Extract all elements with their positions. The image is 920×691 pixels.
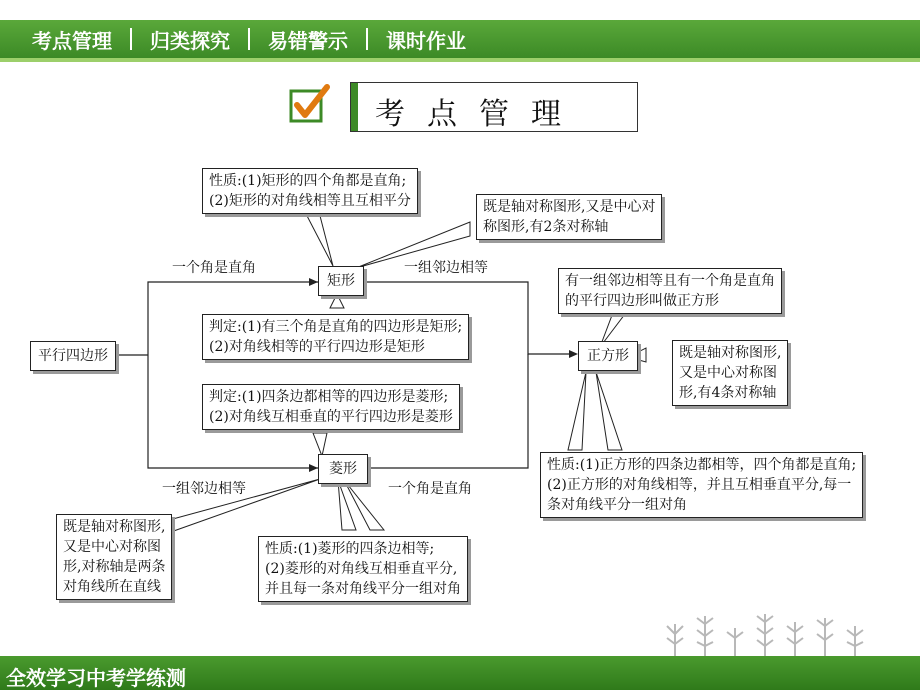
- tab-kaodian[interactable]: 考点管理: [32, 28, 112, 53]
- footer-bar: [0, 656, 920, 690]
- edge-label-rhombus-square: 一个角是直角: [388, 481, 472, 497]
- note-rhombus-symmetry: [56, 514, 172, 600]
- note-line: 又是中心对称图: [679, 365, 777, 381]
- note-rect-judgement: [202, 314, 469, 360]
- note-line: 并且每一条对角线平分一组对角: [265, 581, 461, 597]
- note-line: 形,有4条对称轴: [679, 385, 777, 401]
- note-line: 又是中心对称图: [63, 539, 161, 555]
- note-line: 判定:(1)四条边都相等的四边形是菱形;: [209, 389, 449, 405]
- note-line: 条对角线平分一组对角: [547, 497, 687, 513]
- note-rect-property: [202, 168, 418, 214]
- note-line: (2)正方形的对角线相等，并且互相垂直平分,每一: [547, 477, 852, 493]
- note-line: 称图形,有2条对称轴: [483, 219, 609, 235]
- note-line: 性质:(1)菱形的四条边相等;: [265, 541, 435, 557]
- note-line: 有一组邻边相等且有一个角是直角: [565, 273, 775, 289]
- note-line: (2)矩形的对角线相等且互相平分: [209, 193, 411, 209]
- note-square-property: [540, 452, 863, 518]
- note-line: 的平行四边形叫做正方形: [565, 293, 719, 309]
- note-line: (2)对角线相等的平行四边形是矩形: [209, 339, 425, 355]
- node-rectangle: 矩形: [318, 266, 364, 296]
- edge-label-para-rect: 一个角是直角: [172, 260, 256, 276]
- note-line: 既是轴对称图形,: [63, 519, 166, 535]
- footer-brand: 全效学习中考学练测: [6, 666, 186, 690]
- plant-decoration: [660, 610, 890, 658]
- edge-label-para-rhombus: 一组邻边相等: [162, 481, 246, 497]
- note-line: 既是轴对称图形,又是中心对: [483, 199, 656, 215]
- edge-label-rect-square: 一组邻边相等: [404, 260, 488, 276]
- note-square-symmetry: [672, 340, 788, 406]
- note-line: (2)对角线互相垂直的平行四边形是菱形: [209, 409, 453, 425]
- note-line: 判定:(1)有三个角是直角的四边形是矩形;: [209, 319, 463, 335]
- note-rhombus-judgement: [202, 384, 460, 430]
- note-line: 既是轴对称图形,: [679, 345, 782, 361]
- node-square: 正方形: [578, 341, 638, 371]
- node-rhombus: 菱形: [318, 454, 368, 484]
- note-line: 形,对称轴是两条: [63, 559, 166, 575]
- note-rect-symmetry: [476, 194, 662, 240]
- note-line: 对角线所在直线: [63, 579, 161, 595]
- note-line: 性质:(1)矩形的四个角都是直角;: [209, 173, 407, 189]
- tab-yicuo[interactable]: 易错警示: [268, 28, 348, 53]
- node-parallelogram: 平行四边形: [30, 341, 116, 371]
- tab-guilei[interactable]: 归类探究: [150, 28, 230, 53]
- note-square-definition: [558, 268, 782, 314]
- note-line: 性质:(1)正方形的四条边都相等，四个角都是直角;: [547, 457, 857, 473]
- note-line: (2)菱形的对角线互相垂直平分,: [265, 561, 458, 577]
- page-title: 考点管理: [375, 97, 583, 132]
- tab-keshi[interactable]: 课时作业: [386, 28, 466, 53]
- note-rhombus-property: [258, 536, 468, 602]
